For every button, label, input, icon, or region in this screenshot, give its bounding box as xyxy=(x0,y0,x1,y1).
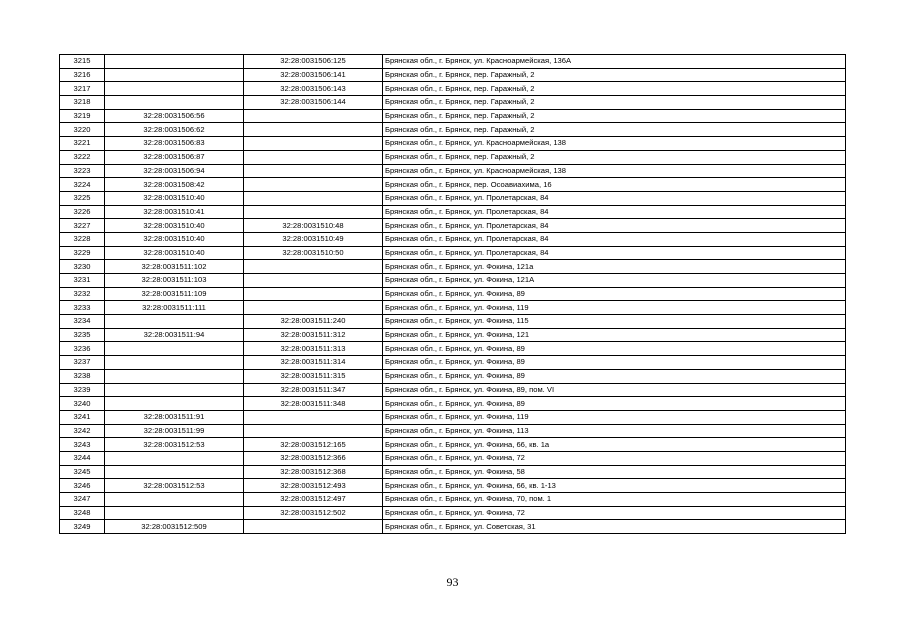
cadastral-number-cell: 32:28:0031510:40 xyxy=(105,219,244,233)
table-row xyxy=(60,178,846,192)
cadastral-number-cell xyxy=(105,506,244,520)
cadastral-number-cell: 32:28:0031510:40 xyxy=(105,246,244,260)
cadastral-number-cell: 32:28:0031511:94 xyxy=(105,328,244,342)
address-cell: Брянская обл., г. Брянск, ул. Пролетарская, 84 xyxy=(383,191,846,205)
cadastral-number-2-cell: 32:28:0031511:240 xyxy=(244,315,383,329)
cadastral-number-2-cell xyxy=(244,424,383,438)
cadastral-number-cell xyxy=(105,55,244,69)
cadastral-number-2-cell xyxy=(244,287,383,301)
row-number-cell: 3244 xyxy=(60,451,105,465)
cadastral-number-cell xyxy=(105,493,244,507)
address-cell: Брянская обл., г. Брянск, ул. Красноармейская, 138 xyxy=(383,164,846,178)
cadastral-number-cell xyxy=(105,342,244,356)
cadastral-number-2-cell xyxy=(244,205,383,219)
row-number-cell: 3240 xyxy=(60,397,105,411)
row-number-cell: 3225 xyxy=(60,191,105,205)
row-number-cell: 3218 xyxy=(60,96,105,110)
cadastral-number-2-cell: 32:28:0031512:366 xyxy=(244,451,383,465)
cadastral-number-cell: 32:28:0031508:42 xyxy=(105,178,244,192)
cadastral-number-cell: 32:28:0031510:40 xyxy=(105,191,244,205)
cadastral-number-2-cell: 32:28:0031511:314 xyxy=(244,356,383,370)
table-row xyxy=(60,260,846,274)
address-cell: Брянская обл., г. Брянск, ул. Пролетарская, 84 xyxy=(383,232,846,246)
cadastral-number-2-cell xyxy=(244,178,383,192)
table-row xyxy=(60,356,846,370)
row-number-cell: 3243 xyxy=(60,438,105,452)
cadastral-number-2-cell: 32:28:0031512:165 xyxy=(244,438,383,452)
table-row xyxy=(60,397,846,411)
row-number-cell: 3248 xyxy=(60,506,105,520)
address-cell: Брянская обл., г. Брянск, ул. Пролетарская, 84 xyxy=(383,246,846,260)
cadastral-number-2-cell: 32:28:0031506:144 xyxy=(244,96,383,110)
cadastral-number-2-cell: 32:28:0031510:49 xyxy=(244,232,383,246)
address-cell: Брянская обл., г. Брянск, ул. Фокина, 89 xyxy=(383,397,846,411)
address-cell: Брянская обл., г. Брянск, ул. Пролетарская, 84 xyxy=(383,205,846,219)
table-row xyxy=(60,137,846,151)
address-cell: Брянская обл., г. Брянск, ул. Фокина, 119 xyxy=(383,301,846,315)
address-cell: Брянская обл., г. Брянск, пер. Осоавиахима, 16 xyxy=(383,178,846,192)
address-cell: Брянская обл., г. Брянск, ул. Фокина, 58 xyxy=(383,465,846,479)
row-number-cell: 3236 xyxy=(60,342,105,356)
cadastral-number-cell: 32:28:0031511:111 xyxy=(105,301,244,315)
address-cell: Брянская обл., г. Брянск, пер. Гаражный, 2 xyxy=(383,123,846,137)
cadastral-number-2-cell: 32:28:0031512:368 xyxy=(244,465,383,479)
row-number-cell: 3217 xyxy=(60,82,105,96)
cadastral-number-cell xyxy=(105,397,244,411)
cadastral-number-2-cell xyxy=(244,150,383,164)
table-row xyxy=(60,164,846,178)
address-cell: Брянская обл., г. Брянск, ул. Фокина, 72 xyxy=(383,506,846,520)
address-cell: Брянская обл., г. Брянск, ул. Красноармейская, 138 xyxy=(383,137,846,151)
address-cell: Брянская обл., г. Брянск, ул. Фокина, 113 xyxy=(383,424,846,438)
cadastral-number-cell: 32:28:0031506:56 xyxy=(105,109,244,123)
table-row xyxy=(60,205,846,219)
cadastral-number-2-cell: 32:28:0031510:50 xyxy=(244,246,383,260)
cadastral-number-2-cell xyxy=(244,301,383,315)
cadastral-number-2-cell xyxy=(244,137,383,151)
cadastral-number-2-cell xyxy=(244,520,383,534)
table-row xyxy=(60,55,846,69)
address-cell: Брянская обл., г. Брянск, ул. Фокина, 121А xyxy=(383,274,846,288)
table-row xyxy=(60,246,846,260)
address-cell: Брянская обл., г. Брянск, пер. Гаражный, 2 xyxy=(383,109,846,123)
table-row xyxy=(60,506,846,520)
address-cell: Брянская обл., г. Брянск, ул. Фокина, 89 xyxy=(383,287,846,301)
address-cell: Брянская обл., г. Брянск, пер. Гаражный, 2 xyxy=(383,96,846,110)
table-row xyxy=(60,479,846,493)
table-row xyxy=(60,465,846,479)
row-number-cell: 3234 xyxy=(60,315,105,329)
table-row xyxy=(60,383,846,397)
address-cell: Брянская обл., г. Брянск, ул. Фокина, 121а xyxy=(383,260,846,274)
cadastral-number-cell xyxy=(105,451,244,465)
cadastral-number-cell xyxy=(105,96,244,110)
property-table-body xyxy=(60,55,846,534)
row-number-cell: 3245 xyxy=(60,465,105,479)
cadastral-number-2-cell: 32:28:0031506:141 xyxy=(244,68,383,82)
address-cell: Брянская обл., г. Брянск, ул. Фокина, 66, кв. 1-13 xyxy=(383,479,846,493)
row-number-cell: 3249 xyxy=(60,520,105,534)
cadastral-number-2-cell: 32:28:0031512:502 xyxy=(244,506,383,520)
cadastral-number-cell xyxy=(105,356,244,370)
row-number-cell: 3247 xyxy=(60,493,105,507)
address-cell: Брянская обл., г. Брянск, пер. Гаражный, 2 xyxy=(383,150,846,164)
cadastral-number-cell xyxy=(105,383,244,397)
row-number-cell: 3221 xyxy=(60,137,105,151)
address-cell: Брянская обл., г. Брянск, ул. Фокина, 89, пом. VI xyxy=(383,383,846,397)
cadastral-number-2-cell: 32:28:0031506:143 xyxy=(244,82,383,96)
cadastral-number-cell xyxy=(105,82,244,96)
cadastral-number-2-cell: 32:28:0031510:48 xyxy=(244,219,383,233)
row-number-cell: 3233 xyxy=(60,301,105,315)
table-row xyxy=(60,315,846,329)
cadastral-number-cell: 32:28:0031512:53 xyxy=(105,479,244,493)
cadastral-number-2-cell xyxy=(244,260,383,274)
cadastral-number-cell: 32:28:0031506:87 xyxy=(105,150,244,164)
address-cell: Брянская обл., г. Брянск, ул. Фокина, 72 xyxy=(383,451,846,465)
cadastral-number-cell: 32:28:0031511:109 xyxy=(105,287,244,301)
cadastral-number-cell: 32:28:0031506:94 xyxy=(105,164,244,178)
row-number-cell: 3235 xyxy=(60,328,105,342)
cadastral-number-cell: 32:28:0031512:509 xyxy=(105,520,244,534)
row-number-cell: 3216 xyxy=(60,68,105,82)
property-table xyxy=(59,54,846,534)
address-cell: Брянская обл., г. Брянск, пер. Гаражный, 2 xyxy=(383,82,846,96)
table-row xyxy=(60,520,846,534)
row-number-cell: 3224 xyxy=(60,178,105,192)
table-row xyxy=(60,451,846,465)
table-row xyxy=(60,328,846,342)
cadastral-number-2-cell: 32:28:0031511:313 xyxy=(244,342,383,356)
table-row xyxy=(60,342,846,356)
cadastral-number-2-cell: 32:28:0031512:493 xyxy=(244,479,383,493)
cadastral-number-2-cell xyxy=(244,410,383,424)
cadastral-number-cell: 32:28:0031506:83 xyxy=(105,137,244,151)
cadastral-number-cell: 32:28:0031506:62 xyxy=(105,123,244,137)
cadastral-number-2-cell xyxy=(244,274,383,288)
cadastral-number-cell xyxy=(105,369,244,383)
row-number-cell: 3229 xyxy=(60,246,105,260)
page-number: 93 xyxy=(446,575,459,589)
cadastral-number-2-cell xyxy=(244,164,383,178)
cadastral-number-2-cell: 32:28:0031511:312 xyxy=(244,328,383,342)
address-cell: Брянская обл., г. Брянск, ул. Пролетарская, 84 xyxy=(383,219,846,233)
table-row xyxy=(60,369,846,383)
address-cell: Брянская обл., г. Брянск, ул. Фокина, 115 xyxy=(383,315,846,329)
row-number-cell: 3228 xyxy=(60,232,105,246)
address-cell: Брянская обл., г. Брянск, ул. Красноармейская, 136А xyxy=(383,55,846,69)
row-number-cell: 3220 xyxy=(60,123,105,137)
cadastral-number-cell xyxy=(105,315,244,329)
row-number-cell: 3226 xyxy=(60,205,105,219)
table-row xyxy=(60,219,846,233)
table-row xyxy=(60,424,846,438)
address-cell: Брянская обл., г. Брянск, ул. Фокина, 89 xyxy=(383,356,846,370)
address-cell: Брянская обл., г. Брянск, ул. Советская, 31 xyxy=(383,520,846,534)
table-row xyxy=(60,232,846,246)
cadastral-number-cell: 32:28:0031510:40 xyxy=(105,232,244,246)
table-row xyxy=(60,410,846,424)
cadastral-number-cell: 32:28:0031510:41 xyxy=(105,205,244,219)
cadastral-number-cell: 32:28:0031511:102 xyxy=(105,260,244,274)
cadastral-number-cell: 32:28:0031512:53 xyxy=(105,438,244,452)
row-number-cell: 3231 xyxy=(60,274,105,288)
row-number-cell: 3239 xyxy=(60,383,105,397)
cadastral-number-2-cell xyxy=(244,109,383,123)
table-row xyxy=(60,150,846,164)
cadastral-number-cell: 32:28:0031511:91 xyxy=(105,410,244,424)
row-number-cell: 3219 xyxy=(60,109,105,123)
address-cell: Брянская обл., г. Брянск, ул. Фокина, 89 xyxy=(383,369,846,383)
cadastral-number-cell xyxy=(105,465,244,479)
address-cell: Брянская обл., г. Брянск, ул. Фокина, 66, кв. 1а xyxy=(383,438,846,452)
cadastral-number-2-cell: 32:28:0031511:348 xyxy=(244,397,383,411)
table-row xyxy=(60,96,846,110)
row-number-cell: 3230 xyxy=(60,260,105,274)
address-cell: Брянская обл., г. Брянск, пер. Гаражный, 2 xyxy=(383,68,846,82)
row-number-cell: 3238 xyxy=(60,369,105,383)
table-row xyxy=(60,82,846,96)
row-number-cell: 3223 xyxy=(60,164,105,178)
row-number-cell: 3232 xyxy=(60,287,105,301)
row-number-cell: 3222 xyxy=(60,150,105,164)
cadastral-number-2-cell xyxy=(244,191,383,205)
table-row xyxy=(60,301,846,315)
cadastral-number-2-cell xyxy=(244,123,383,137)
table-row xyxy=(60,191,846,205)
table-row xyxy=(60,287,846,301)
address-cell: Брянская обл., г. Брянск, ул. Фокина, 70, пом. 1 xyxy=(383,493,846,507)
cadastral-number-2-cell: 32:28:0031511:347 xyxy=(244,383,383,397)
cadastral-number-cell: 32:28:0031511:99 xyxy=(105,424,244,438)
table-row xyxy=(60,438,846,452)
row-number-cell: 3241 xyxy=(60,410,105,424)
row-number-cell: 3246 xyxy=(60,479,105,493)
row-number-cell: 3227 xyxy=(60,219,105,233)
table-row xyxy=(60,493,846,507)
row-number-cell: 3242 xyxy=(60,424,105,438)
table-row xyxy=(60,123,846,137)
address-cell: Брянская обл., г. Брянск, ул. Фокина, 121 xyxy=(383,328,846,342)
address-cell: Брянская обл., г. Брянск, ул. Фокина, 119 xyxy=(383,410,846,424)
cadastral-number-2-cell: 32:28:0031512:497 xyxy=(244,493,383,507)
table-row xyxy=(60,274,846,288)
row-number-cell: 3237 xyxy=(60,356,105,370)
cadastral-number-2-cell: 32:28:0031506:125 xyxy=(244,55,383,69)
row-number-cell: 3215 xyxy=(60,55,105,69)
address-cell: Брянская обл., г. Брянск, ул. Фокина, 89 xyxy=(383,342,846,356)
cadastral-number-cell: 32:28:0031511:103 xyxy=(105,274,244,288)
table-row xyxy=(60,68,846,82)
cadastral-number-cell xyxy=(105,68,244,82)
cadastral-number-2-cell: 32:28:0031511:315 xyxy=(244,369,383,383)
table-row xyxy=(60,109,846,123)
